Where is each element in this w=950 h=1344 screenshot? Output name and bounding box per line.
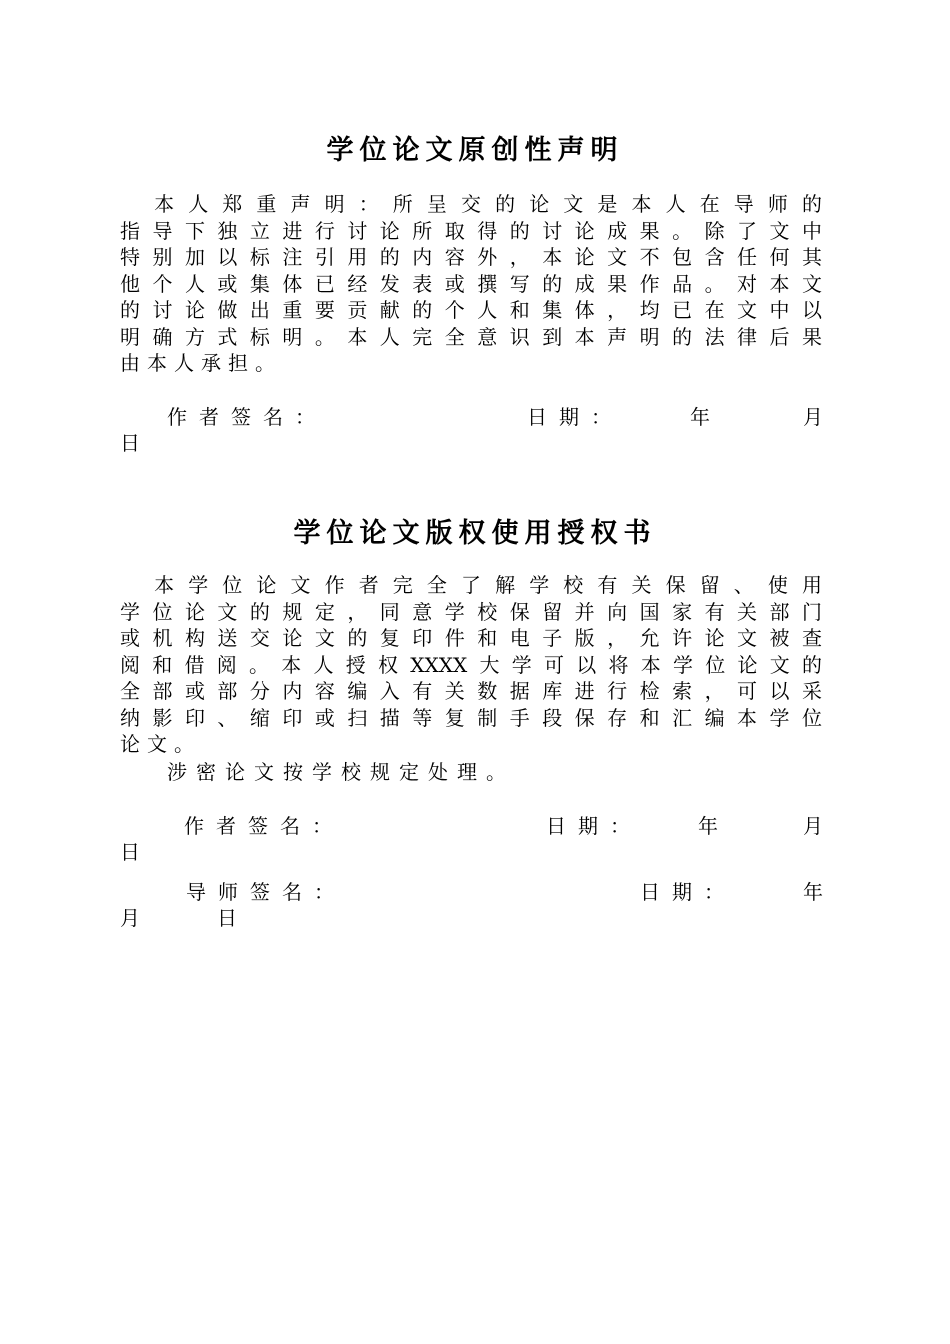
declaration-line: 他个人或集体已经发表或撰写的成果作品。对本文 (120, 271, 822, 296)
date-label: 日期： (527, 405, 623, 429)
advisor-signature-row (120, 879, 835, 905)
year-label: 年 (698, 814, 730, 838)
copyright-line: 阅和借阅。本人授权XXXX大学可以将本学位论文的 (120, 652, 822, 677)
copyright-line: 或机构送交论文的复印件和电子版，允许论文被查 (120, 626, 822, 650)
copyright-line: 纳影印、缩印或扫描等复制手段保存和汇编本学位 (120, 705, 822, 730)
author-signature-label: 作者签名： (184, 814, 344, 838)
declaration-title: 学位论文原创性声明 (326, 135, 624, 166)
secret-thesis-line: 涉密论文按学校规定处理。 (167, 760, 515, 784)
date-label: 日期： (640, 880, 736, 904)
advisor-signature-label: 导师签名： (186, 880, 346, 904)
year-label: 年 (803, 880, 835, 904)
declaration-line: 特别加以标注引用的内容外，本论文不包含任何其 (120, 245, 822, 269)
copyright-line: 全部或部分内容编入有关数据库进行检索，可以采 (120, 679, 822, 703)
date-label: 日期： (546, 814, 642, 838)
declaration-line: 的讨论做出重要贡献的个人和集体，均已在文中以 (120, 298, 822, 322)
author-signature-label: 作者签名： (167, 405, 327, 429)
declaration-signature-row (120, 404, 835, 430)
declaration-body (120, 191, 822, 377)
declaration-line: 本人郑重声明：所呈交的论文是本人在导师的 (120, 192, 822, 216)
declaration-line: 明确方式标明。本人完全意识到本声明的法律后果 (120, 324, 822, 349)
copyright-line: 学位论文的规定，同意学校保留并向国家有关部门 (120, 599, 822, 624)
day-label: 日 (217, 906, 237, 930)
month-label: 月 (803, 814, 835, 838)
month-label: 月 (803, 405, 835, 429)
declaration-line: 指导下独立进行讨论所取得的讨论成果。除了文中 (120, 218, 822, 243)
copyright-line: 本学位论文作者完全了解学校有关保留、使用 (120, 573, 822, 597)
copyright-title: 学位论文版权使用授权书 (293, 518, 657, 549)
day-label: 日 (120, 431, 140, 455)
year-label: 年 (690, 405, 722, 429)
month-label: 月 (120, 906, 140, 930)
copyright-line: 论文。 (120, 732, 201, 756)
copyright-author-signature-row (120, 813, 835, 839)
copyright-body (120, 572, 822, 758)
day-label: 日 (120, 840, 140, 864)
declaration-line: 由本人承担。 (120, 351, 282, 375)
